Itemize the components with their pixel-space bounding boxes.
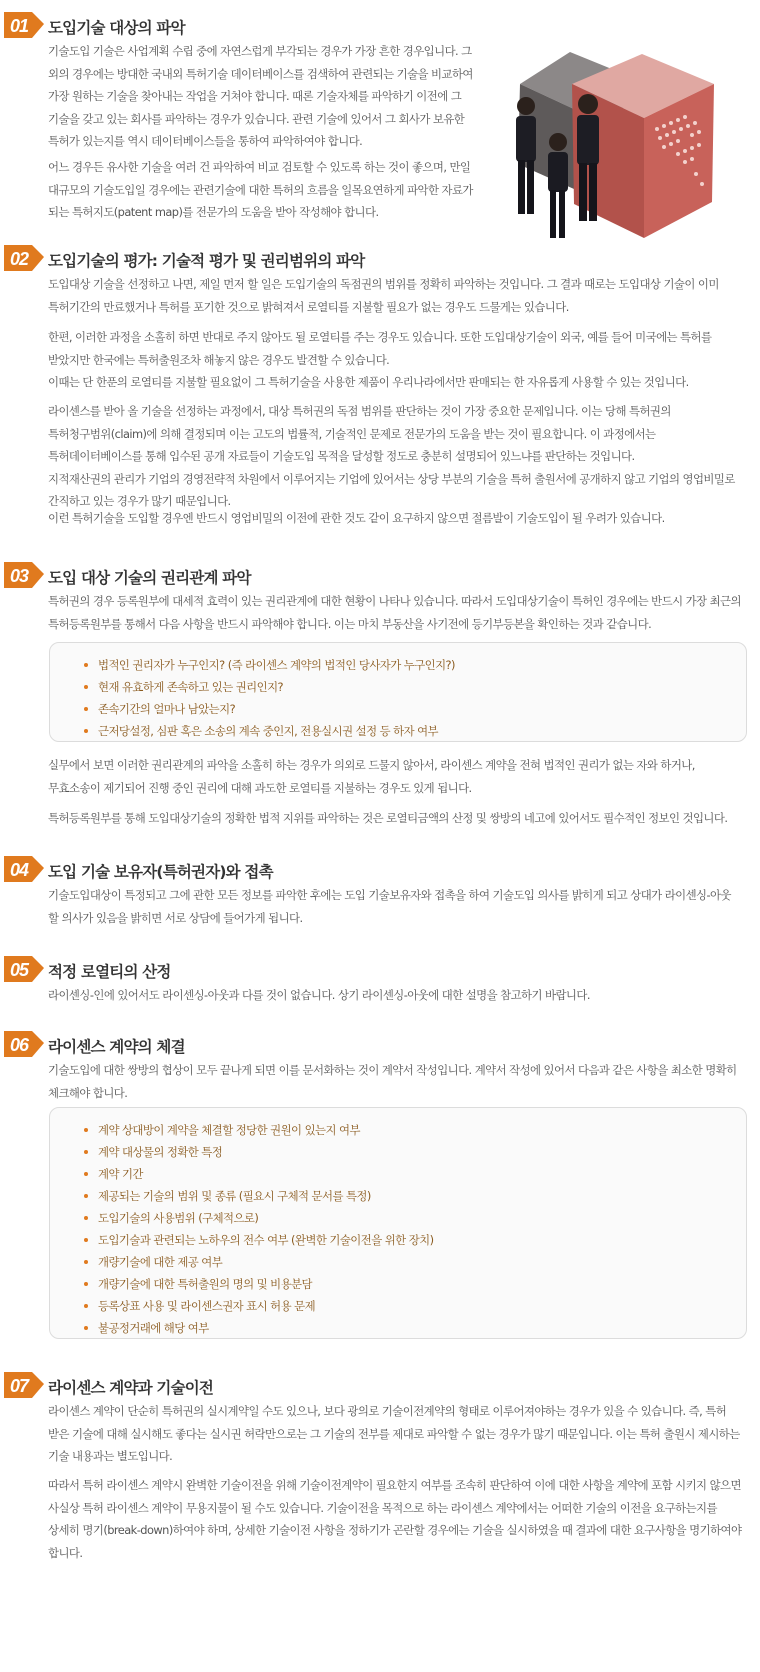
list-item (84, 1295, 746, 1317)
text-line: 기술도입 기술은 사업계획 수립 중에 자연스럽게 부각되는 경우가 가장 흔한 경우입니다. 그 (48, 44, 472, 58)
section-title: 도입기술 대상의 파악 (48, 19, 185, 37)
text-line: 대규모의 기술도입일 경우에는 관련기술에 대한 특허의 흐름을 일목요연하게 파악한 자료가 (48, 182, 473, 197)
section-title: 라이센스 계약과 기술이전 (48, 1379, 214, 1397)
text-line: 도입대상 기술을 선정하고 나면, 제일 먼저 할 일은 도입기술의 독점권의 범위를 정확히 파악하는 것입니다. 그 결과 때로는 도입대상 기술이 이미 (48, 277, 719, 291)
paragraph (48, 400, 735, 513)
section-title: 적정 로열티의 산정 (48, 963, 171, 981)
bullet-icon (84, 1238, 88, 1242)
text-line: 특허등록원부를 통해 도입대상기술의 정확한 법적 지위를 파악하는 것은 로열티금액의 산정 및 쌍방의 네고에 있어서도 필수적인 정보인 것입니다. (48, 811, 728, 825)
list-item-text: 제공되는 기술의 범위 및 종류 (필요시 구체적 문서를 특정) (98, 1189, 371, 1203)
checklist-box (49, 1107, 747, 1339)
list-item (84, 1229, 746, 1251)
list-item-text: 도입기술의 사용범위 (구체적으로) (98, 1211, 259, 1225)
text-line: 어느 경우든 유사한 기술을 여러 건 파악하여 비교 검토할 수 있도록 하는 것이 좋으며, 만일 (48, 160, 471, 174)
list-item (84, 676, 746, 698)
list-item (84, 654, 746, 676)
text-line: 받았지만 한국에는 특허출원조차 해놓지 않은 경우도 발견할 수 있습니다. (48, 352, 390, 367)
text-line: 특허권의 경우 등록원부에 대세적 효력이 있는 권리관계에 대한 현황이 나타나 있습니다. 따라서 도입대상기술이 특허인 경우에는 반드시 가장 최근의 (48, 594, 741, 608)
paragraph (48, 1400, 740, 1468)
list-item (84, 1185, 746, 1207)
list-item-text: 불공정거래에 해당 여부 (98, 1321, 209, 1335)
list-item (84, 1119, 746, 1141)
list-item (84, 720, 746, 742)
paragraph (48, 984, 708, 1007)
text-line: 기술도입대상이 특정되고 그에 관한 모든 정보를 파악한 후에는 도입 기술보유자와 접촉을 하여 기술도입 의사를 밝히게 되고 상대가 라이센싱-아웃 (48, 888, 731, 902)
bullet-icon (84, 663, 88, 667)
text-line: 특허청구범위(claim)에 의해 결정되며 이는 고도의 법률적, 기술적인 문제로 전문가의 도움을 받는 것이 필요합니다. 이 과정에서는 (48, 426, 656, 441)
text-line: 라이센스 계약이 단순히 특허권의 실시계약일 수도 있으나, 보다 광의로 기술이전계약의 형태로 이루어져야하는 경우가 있을 수 있습니다. 즉, 특허 (48, 1404, 727, 1418)
paragraph (48, 884, 731, 929)
section-number-badge: 01 (4, 12, 46, 42)
text-line: 외의 경우에는 방대한 국내외 특허기술 데이터베이스를 검색하여 관련되는 기술을 비교하여 (48, 66, 473, 81)
section-number-badge: 04 (4, 856, 46, 886)
text-line: 받은 기술에 대해 실시해도 좋다는 실시권 허락만으로는 그 기술의 전부를 제대로 파악할 수 없는 경우가 많기 때문입니다. 이는 특허 출원시 제시하는 (48, 1426, 740, 1441)
text-line: 한편, 이러한 과정을 소홀히 하면 반대로 주지 않아도 될 로열티를 주는 경우도 있습니다. 또한 도입대상기술이 외국, 예를 들어 미국에는 특허를 (48, 330, 712, 344)
text-line: 라이센싱-인에 있어서도 라이센싱-아웃과 다를 것이 없습니다. 상기 라이센싱-아웃에 대한 설명을 참고하기 바랍니다. (48, 988, 590, 1002)
text-line: 지적재산권의 관리가 기업의 경영전략적 차원에서 이루어지는 기업에 있어서는 상당 부분의 기술을 특허 출원서에 공개하지 않고 기업의 영업비밀로 (48, 471, 735, 486)
paragraph (48, 273, 719, 318)
list-item-text: 등록상표 사용 및 라이센스권자 표시 허용 문제 (98, 1299, 316, 1313)
bullet-icon (84, 1304, 88, 1308)
section-title: 도입 대상 기술의 권리관계 파악 (48, 569, 251, 587)
text-line: 라이센스를 받아 올 기술을 선정하는 과정에서, 대상 특허권의 독점 범위를 판단하는 것이 가장 중요한 문제입니다. 이는 당해 특허권의 (48, 404, 671, 418)
paragraph (48, 507, 708, 530)
text-line: 실무에서 보면 이러한 권리관계의 파악을 소홀히 하는 경우가 의외로 드물지 않아서, 라이센스 계약을 전혀 법적인 권리가 없는 자와 하거나, (48, 758, 695, 772)
paragraph (48, 807, 728, 830)
list-item (84, 1207, 746, 1229)
text-line: 특허데이터베이스를 통해 입수된 공개 자료들이 기술도입 목적을 달성할 정도로 충분히 설명되어 있느냐를 판단하는 것입니다. (48, 449, 635, 463)
bullet-icon (84, 685, 88, 689)
section-5 (0, 956, 760, 986)
section-7 (0, 1372, 760, 1402)
section-title: 라이센스 계약의 체결 (48, 1038, 185, 1056)
text-line: 상세히 명기(break-down)하여야 하며, 상세한 기술이전 사항을 정하기가 곤란할 경우에는 기술을 실시하였을 때 결과에 대한 요구사항을 명기하여야 (48, 1523, 742, 1537)
businesspeople-with-cubes (492, 14, 732, 254)
section-number-badge: 06 (4, 1031, 46, 1061)
section-6 (0, 1031, 760, 1061)
section-title: 도입기술의 평가: 기술적 평가 및 권리범위의 파악 (48, 252, 365, 270)
bullet-icon (84, 1194, 88, 1198)
list-item-text: 도입기술과 관련되는 노하우의 전수 여부 (완벽한 기술이전을 위한 장치) (98, 1233, 434, 1247)
paragraph (48, 326, 712, 394)
list-item-text: 법적인 권리자가 누구인지? (즉 라이센스 계약의 법적인 당사자가 누구인지?) (98, 658, 455, 672)
paragraph (48, 156, 473, 224)
text-line: 이런 특허기술을 도입할 경우엔 반드시 영업비밀의 이전에 관한 것도 같이 요구하지 않으면 절름발이 기술도입이 될 우려가 있습니다. (48, 511, 665, 525)
section-2 (0, 245, 760, 275)
list-item-text: 근저당설정, 심판 혹은 소송의 계속 중인지, 전용실시권 설정 등 하자 여부 (98, 724, 438, 738)
bullet-icon (84, 1128, 88, 1132)
paragraph (48, 1059, 737, 1104)
text-line: 이때는 단 한푼의 로열티를 지불할 필요없이 그 특허기술을 사용한 제품이 우리나라에서만 판매되는 한 자유롭게 사용할 수 있는 것입니다. (48, 375, 689, 389)
section-title: 도입 기술 보유자(특허권자)와 접촉 (48, 863, 273, 881)
text-line: 따라서 특허 라이센스 계약시 완벽한 기술이전을 위해 기술이전계약이 필요한지 여부를 조속히 판단하여 이에 대한 사항을 계약에 포함 시키지 않으면 (48, 1478, 741, 1492)
list-item-text: 존속기간의 얼마나 남았는지? (98, 702, 236, 716)
text-line: 가장 원하는 기술을 찾아내는 작업을 거쳐야 합니다. 때론 기술자체를 파악하기 이전에 그 (48, 89, 462, 103)
text-line: 특허기간의 만료했거나 특허를 포기한 것으로 밝혀져서 로열티를 지불할 필요가 없는 경우도 드물게는 있습니다. (48, 299, 569, 314)
list-item-text: 현재 유효하게 존속하고 있는 권리인지? (98, 680, 284, 694)
text-line: 간직하고 있는 경우가 많기 때문입니다. (48, 494, 231, 508)
paragraph (48, 590, 741, 635)
text-line: 되는 특허지도(patent map)를 전문가의 도움을 받아 작성해야 합니다. (48, 205, 379, 219)
list-item (84, 1251, 746, 1273)
bullet-icon (84, 707, 88, 711)
checklist (84, 1119, 746, 1339)
checklist (84, 654, 746, 742)
text-line: 특허가 있는지를 역시 데이터베이스들을 통하여 파악하여야 합니다. (48, 134, 363, 148)
section-number-badge: 02 (4, 245, 46, 275)
text-line: 사실상 특허 라이센스 계약이 무용지물이 될 수도 있습니다. 기술이전을 목적으로 하는 라이센스 계약에서는 어떠한 기술의 이전을 요구하는지를 (48, 1500, 717, 1515)
section-4 (0, 856, 760, 886)
section-number-badge: 07 (4, 1372, 46, 1402)
section-1 (0, 12, 760, 42)
text-line: 무효소송이 제기되어 진행 중인 권리에 대해 과도한 로열티를 지불하는 경우도 있게 됩니다. (48, 780, 472, 795)
list-item-text: 개량기술에 대한 특허출원의 명의 및 비용분담 (98, 1277, 312, 1291)
bullet-icon (84, 1150, 88, 1154)
paragraph (48, 40, 473, 153)
list-item (84, 1163, 746, 1185)
text-line: 합니다. (48, 1545, 83, 1560)
text-line: 기술 내용과는 별도입니다. (48, 1449, 173, 1463)
bullet-icon (84, 1282, 88, 1286)
bullet-icon (84, 1216, 88, 1220)
list-item (84, 1273, 746, 1295)
text-line: 할 의사가 있음을 밝히면 서로 상담에 들어가게 됩니다. (48, 910, 303, 925)
list-item-text: 계약 대상물의 정확한 특정 (98, 1145, 223, 1159)
section-number-badge: 03 (4, 562, 46, 592)
list-item (84, 1141, 746, 1163)
text-line: 특허등록원부를 통해서 다음 사항을 반드시 파악해야 합니다. 이는 마치 부동산을 사기전에 등기부등본을 확인하는 것과 같습니다. (48, 616, 652, 631)
bullet-icon (84, 1326, 88, 1330)
text-line: 기술을 갖고 있는 회사를 파악하는 경우가 있습니다. 관련 기술에 있어서 그 회사가 보유한 (48, 111, 465, 126)
list-item-text: 계약 기간 (98, 1167, 143, 1181)
list-item-text: 개량기술에 대한 제공 여부 (98, 1255, 223, 1269)
bullet-icon (84, 1172, 88, 1176)
text-line: 체크해야 합니다. (48, 1085, 128, 1100)
section-number-badge: 05 (4, 956, 46, 986)
section-3 (0, 562, 760, 592)
text-line: 기술도입에 대한 쌍방의 협상이 모두 끝나게 되면 이를 문서화하는 것이 계약서 작성입니다. 계약서 작성에 있어서 다음과 같은 사항을 최소한 명확히 (48, 1063, 737, 1077)
paragraph (48, 754, 708, 799)
checklist-box (49, 642, 747, 742)
list-item (84, 698, 746, 720)
list-item (84, 1317, 746, 1339)
list-item-text: 계약 상대방이 계약을 체결할 정당한 권원이 있는지 여부 (98, 1123, 360, 1137)
paragraph (48, 1474, 742, 1564)
bullet-icon (84, 1260, 88, 1264)
bullet-icon (84, 729, 88, 733)
